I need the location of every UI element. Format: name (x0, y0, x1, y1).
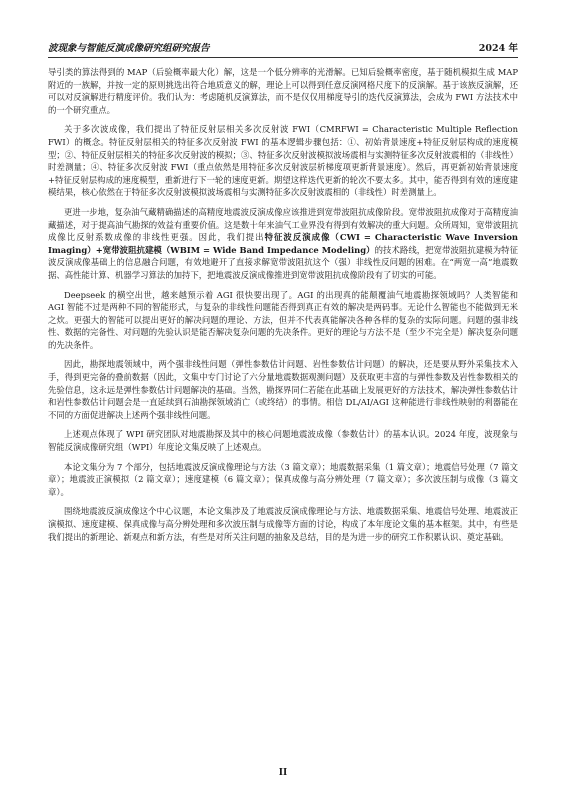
header-rule (48, 57, 518, 58)
running-header (48, 40, 518, 56)
page-number: II (278, 768, 288, 778)
paragraph-8: 围绕地震波反演成像这个中心议题，本论文集涉及了地震波反演成像理论与方法、地震数据采集、地震信号处理、地震波正演模拟、速度建模、保真成像与高分辨处理和多次波压制与成像等方面的讨论，构成了本年度论文集的基本框架。其中，有些是我们提出的新理论、新观点和新方法，有些是对所关注问题的抽象及总结，目的是为进一步的研究工作积累认识、奠定基础。 (48, 506, 518, 542)
paragraph-3 (48, 206, 518, 282)
body-text (48, 66, 518, 550)
paragraph-7: 本论文集分为 7 个部分，包括地震波反演成像理论与方法（3 篇文章）；地震数据采集（1 篇文章）；地震信号处理（7 篇文章）；地震波正演模拟（2 篇文章）；速度建模（6 篇文章）；保真成像与高分辨处理（7 篇文章）；多次波压制与成像（3 篇文章）。 (48, 461, 518, 497)
paragraph-5: 因此，勘探地震领域中，两个强非线性问题（弹性参数估计问题、岩性参数估计问题）的解决，还是要从野外采集技术入手，得到更完备的叠前数据（因此，文集中专门讨论了六分量地震数据观测问题）及获取更丰富的与弹性参数及岩性参数相关的先验信息，这永远是弹性参数估计问题解决的基础。当然，勘探界同仁若能在此基础上发展更好的方法技术，解决弹性参数估计和岩性参数估计问题会是一直延续到石油勘探领域消亡（或终结）的事情。相信 DL/AI/AGI 这种能进行非线性映射的利器能在不同的方面促进解决上述两个强非线性问题。 (48, 359, 518, 420)
paragraph-2: 关于多次波成像，我们提出了特征反射层相关多次反射波 FWI（CMRFWI = Characteristic Multiple Reflection FWI）的概念。特征反射层相关的特征多次反射波 FWI 的基本逻辑步骤包括：①、初始背景速度+特征反射层构成的速度模型；②、特征反射层相关的特征多次反射波的模拟；③、特征多次反射波模拟波场震相与实测特征多次反射波震相的（非线性）时差测量；④、特征多次反射波 FWI（重点依然是用特征多次反射波层析梯度项更新背景速度）。然后，再更新初始背景速度+特征反射层构成的速度模型，重新进行下一轮的速度更新。期望这样迭代更新的轮次不要太多。其中，能否得到有效的速度建模结果，核心依然在于特征多次反射波模拟波场震相与实测特征多次反射波震相的（非线性）时差测量上。 (48, 124, 518, 198)
paragraph-4: Deepseek 的横空出世，越来越预示着 AGI 很快要出现了。AGI 的出现真的能颠覆油气地震勘探领域吗？人类智能和 AGI 智能不过是两种不同的智能形式，与复杂的非线性问题能否得到真正有效的解决是两码事。无论什么智能也不能做到无米之炊。更强大的智能可以提出更好的解决问题的理论、方法，但并不代表真能解决各种各样的复杂的实际问题。问题的强非线性、数据的完备性、对问题的先验认识是能否解决复杂问题的先决条件。更好的理论与方法不是（至少不完全是）解决复杂问题的先决条件。 (48, 289, 518, 350)
header-title: 波现象与智能反演成像研究组研究报告 (48, 43, 210, 54)
paragraph-3-bold: 特征波反演成像（CWI = Characteristic Wave Inversion Imaging）+宽带波阻抗建模（WBIM = Wide Band Impedance Modeling） (48, 232, 518, 255)
paragraph-3-text-c: 的技术路线，把宽带波阻抗建模为特征波反演成像基础上的信息融合问题，有效地避开了直接求解宽带波阻抗这个（强）非线性反问题的困难。在“两宽一高”地震数据、高性能计算、机器学习算法的加持下，把地震波反演成像推进到宽带波阻抗成像阶段有了切实的可能。 (48, 244, 518, 280)
paragraph-6: 上述观点体现了 WPI 研究团队对地震勘探及其中的核心问题地震波成像（参数估计）的基本认识。2024 年度，波现象与智能反演成像研究组（WPI）年度论文集反映了上述观点。 (48, 429, 518, 453)
paragraph-3-text-a: 更进一步地，复杂油气藏精确描述的高精度地震波反演成像应该推进到宽带波阻抗成像阶段。宽带波阻抗成像对于高精度油藏描述，对于提高油气勘探的效益有重要价值。这是数十年来油气工业界没有得到有效解决的重大问题。众所周知，宽带波阻抗成像比反射系数成像的非线性更强。因此，我们提出 (48, 206, 518, 243)
paragraph-1: 导引类的算法得到的 MAP（后验概率最大化）解，这是一个低分辨率的光滑解。已知后验概率密度，基于随机模拟生成 MAP 附近的一族解，并按一定的原则挑选出符合地质意义的解，理论上可以得到任意反演网格尺度下的反演解。基于该族反演解，还可以对反演解进行精度评价。我们认为：考虑随机反演算法，而不是仅仅用梯度导引的迭代反演算法，会成为 FWI 方法技术中的一个研究重点。 (48, 67, 518, 115)
header-year: 2024 年 (478, 43, 518, 54)
